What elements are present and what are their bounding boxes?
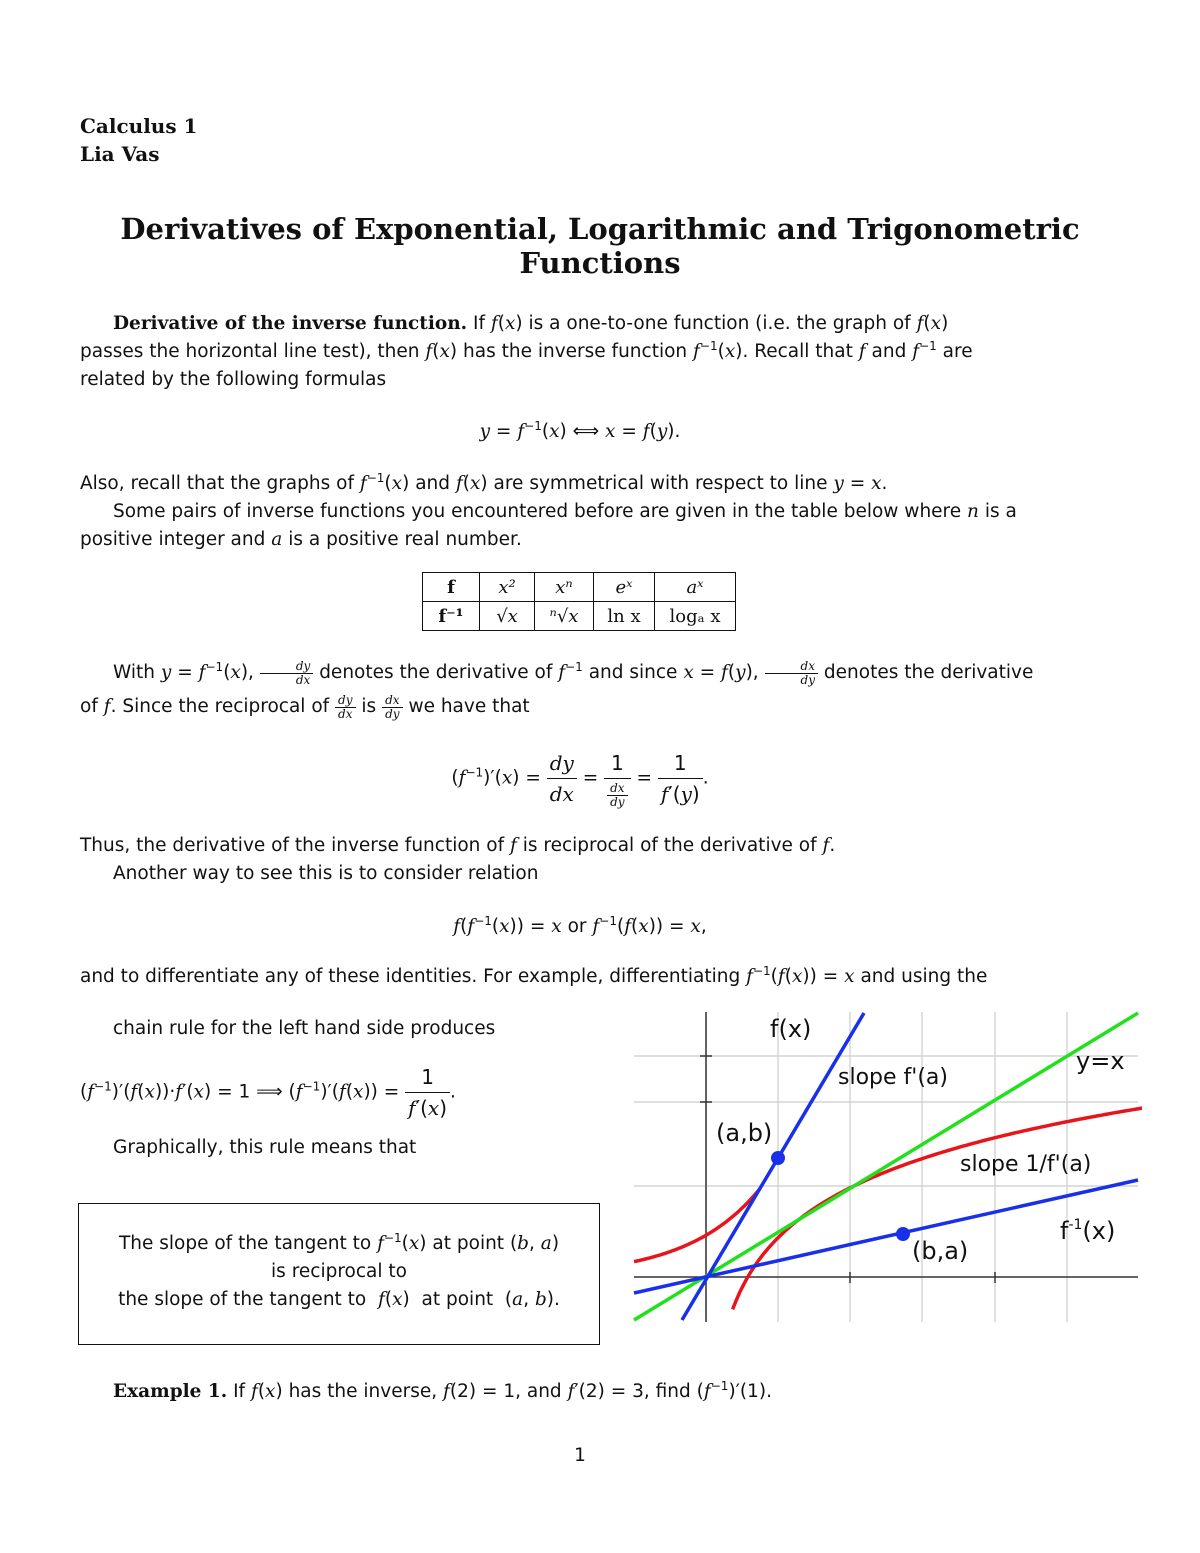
text: are symmetrical with respect to line bbox=[493, 473, 828, 494]
text: at point bbox=[432, 1233, 505, 1254]
title-line-2: Functions bbox=[519, 246, 681, 280]
label-slope-fa: slope f'(a) bbox=[838, 1065, 948, 1090]
formula-inverse-derivative: $(f^{-1})'(x)$ = $\frac{dy}{dx}$ = $\frac{1}{\frac{dx}{dy}}$ = $\frac{1}{f'(y)}$ . bbox=[80, 748, 1080, 809]
text: the slope of the tangent to bbox=[118, 1289, 367, 1310]
table-cell: √x bbox=[480, 602, 535, 631]
table-cell: f⁻¹ bbox=[423, 602, 480, 631]
label-ab: (a,b) bbox=[716, 1119, 773, 1147]
text: . Recall that bbox=[742, 341, 853, 362]
text: related by the following formulas bbox=[80, 369, 387, 390]
text: we have that bbox=[408, 696, 530, 717]
text: is a positive real number. bbox=[288, 529, 522, 550]
label-finv: $f^{-1}(x)$ bbox=[1060, 1217, 1116, 1245]
point-ba bbox=[896, 1227, 910, 1241]
example-1: Example 1. If f(x) has the inverse, f(2) = 1, and f′(2) = 3, find $(f^{-1})'(1)$. bbox=[113, 1379, 772, 1402]
text: has the inverse, bbox=[288, 1381, 438, 1402]
f-curve bbox=[634, 1189, 760, 1262]
text: and to differentiate any of these identities. For example, differentiating bbox=[80, 966, 741, 987]
inverse-pairs-table bbox=[422, 572, 736, 631]
text: , and bbox=[515, 1381, 562, 1402]
table-cell: aˣ bbox=[655, 573, 736, 602]
paragraph-symmetry: Also, recall that the graphs of $f^{-1}(x)$ and f(x) are symmetrical with respect to line y = x. Some pairs of inverse functions you encountered before are given in the table below where n is a positive integer and a is a positive real number. bbox=[80, 471, 1017, 550]
text: is reciprocal of the derivative of bbox=[522, 835, 817, 856]
table-cell: ln x bbox=[594, 602, 655, 631]
text: denotes the derivative of bbox=[319, 662, 553, 683]
text: and bbox=[871, 341, 907, 362]
formula-chain-rule: $(f^{-1})'(f(x))\cdot f'(x) = 1$ ⟹ $(f^{-1})'(f(x))$ = $\frac{1}{f'(x)}$ . bbox=[80, 1062, 620, 1123]
text: and since bbox=[588, 662, 678, 683]
example-label: Example 1. bbox=[113, 1381, 228, 1402]
text: has the inverse function bbox=[463, 341, 688, 362]
inverse-function-graph bbox=[630, 1008, 1142, 1326]
text: and bbox=[415, 473, 450, 494]
table-row bbox=[423, 573, 736, 602]
title-line-1: Derivatives of Exponential, Logarithmic and Trigonometric bbox=[120, 212, 1080, 246]
text: Some pairs of inverse functions you encountered before are given in the table below where bbox=[113, 501, 962, 522]
text: positive integer and bbox=[80, 529, 266, 550]
text: of bbox=[80, 696, 98, 717]
text: The slope of the tangent to bbox=[118, 1233, 372, 1254]
paragraph-inverse-intro: Derivative of the inverse function. If f(x) is a one-to-one function (i.e. the graph of f(x) passes the horizontal line test), then f(x) has the inverse function $f^{-1}(x)$. Recall that f and $f^{-1}$ are related by the following formulas bbox=[80, 310, 1080, 394]
table-cell: eˣ bbox=[594, 573, 655, 602]
text: is bbox=[361, 696, 377, 717]
text: Also, recall that the graphs of bbox=[80, 473, 354, 494]
text: , find bbox=[643, 1381, 691, 1402]
text: If bbox=[233, 1381, 246, 1402]
table-row bbox=[423, 602, 736, 631]
text: denotes the derivative bbox=[823, 662, 1034, 683]
text: at point bbox=[421, 1289, 494, 1310]
text: is reciprocal to bbox=[271, 1261, 407, 1282]
label-yx: y=x bbox=[1076, 1047, 1125, 1075]
boxed-rule: The slope of the tangent to $f^{-1}(x)$ at point (b, a) is reciprocal to the slope of the tangent to f(x) at point (a, b). bbox=[78, 1203, 600, 1345]
text: are bbox=[942, 341, 973, 362]
formula-composition: $f(f^{-1}(x)) = x$ or $f^{-1}(f(x)) = x$, bbox=[453, 914, 707, 937]
table-cell: x² bbox=[480, 573, 535, 602]
point-ab bbox=[771, 1151, 785, 1165]
paragraph-thus: Thus, the derivative of the inverse function of f is reciprocal of the derivative of f. Another way to see this is to consider relation bbox=[80, 832, 1080, 888]
text: passes the horizontal line test), then bbox=[80, 341, 420, 362]
text: With bbox=[113, 662, 156, 683]
table-cell: f bbox=[423, 573, 480, 602]
course-name: Calculus 1 bbox=[80, 114, 198, 138]
label-ba: (b,a) bbox=[912, 1237, 969, 1265]
table-cell: xⁿ bbox=[535, 573, 594, 602]
label-fx: f(x) bbox=[770, 1015, 812, 1043]
section-heading: Derivative of the inverse function. bbox=[113, 313, 468, 334]
text: If bbox=[473, 313, 485, 334]
paragraph-graphically: Graphically, this rule means that bbox=[113, 1137, 417, 1158]
paragraph-derivative-notation: With $y = f^{-1}(x)$, $\frac{dy}{dx}$ denotes the derivative of $f^{-1}$ and since x = f(y), $\frac{dx}{dy}$ denotes the derivative of f. Since the reciprocal of $\frac{dy}{dx}$ is $\frac{dx}{dy}$ we have that bbox=[80, 658, 1034, 721]
page-title bbox=[80, 212, 1120, 280]
text: is a bbox=[984, 501, 1017, 522]
text: or bbox=[567, 916, 587, 937]
label-slope-inv: slope 1/f'(a) bbox=[960, 1152, 1092, 1177]
formula-inverse-relation: $y = f^{-1}(x)$ ⟺ x = f(y). bbox=[479, 419, 681, 442]
paragraph-differentiate: and to differentiate any of these identities. For example, differentiating $f^{-1}(f(x)) = x$ and using the bbox=[80, 964, 988, 987]
text: . Since the reciprocal of bbox=[110, 696, 330, 717]
page-number: 1 bbox=[574, 1445, 586, 1466]
text: and using the bbox=[860, 966, 988, 987]
table-cell: ⁿ√x bbox=[535, 602, 594, 631]
author-name: Lia Vas bbox=[80, 142, 160, 166]
tangent-f-line bbox=[682, 1013, 864, 1320]
text: Thus, the derivative of the inverse function of bbox=[80, 835, 505, 856]
table-cell: logₐ x bbox=[655, 602, 736, 631]
text: is a one-to-one function (i.e. the graph of bbox=[528, 313, 911, 334]
text: Another way to see this is to consider relation bbox=[113, 863, 539, 884]
paragraph-chain-rule: chain rule for the left hand side produces bbox=[113, 1018, 496, 1039]
